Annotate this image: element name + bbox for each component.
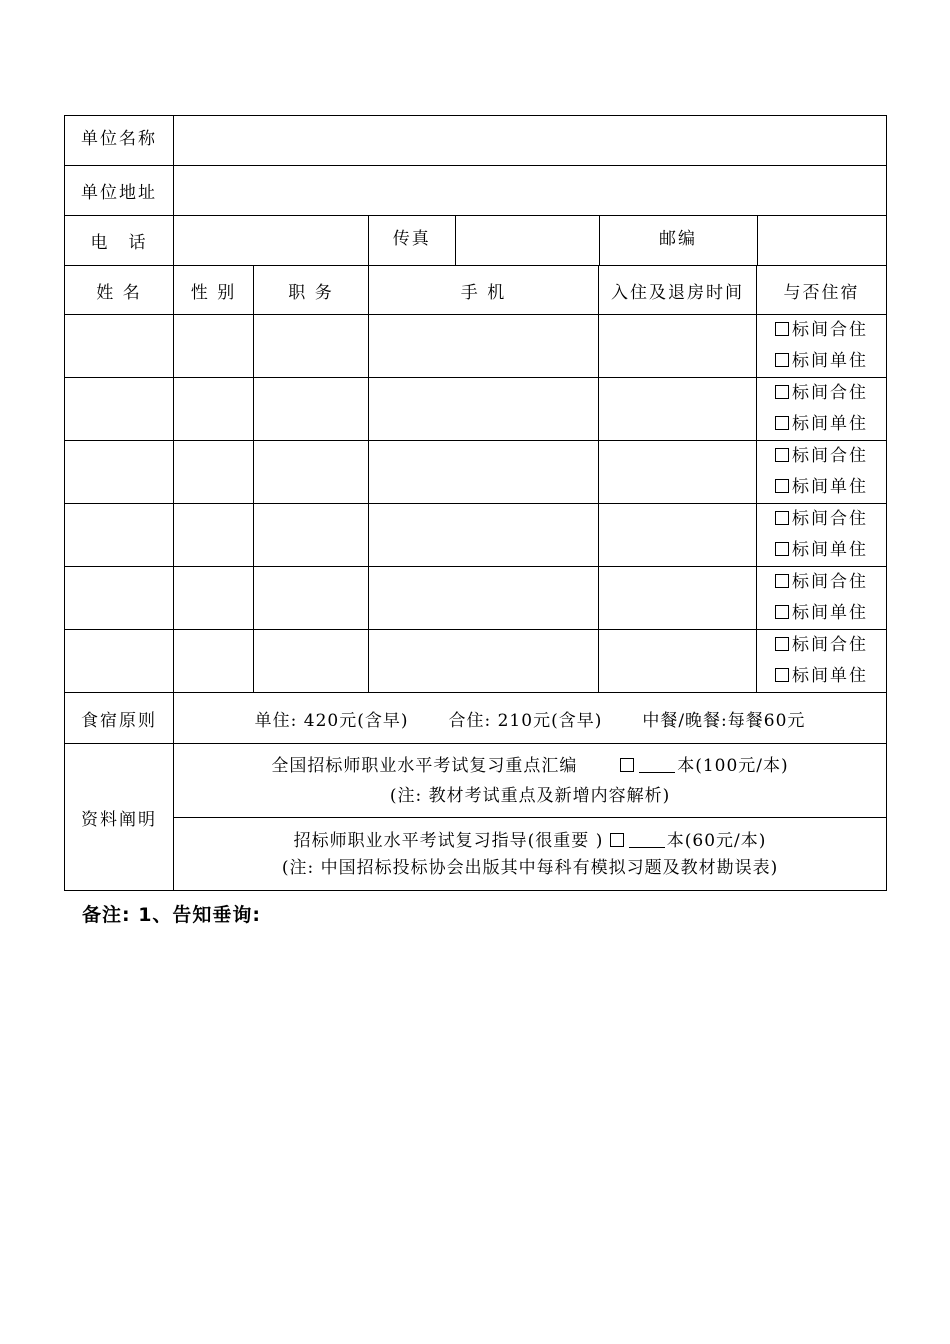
option-label: 标间单住 [792,603,869,623]
checkbox[interactable] [775,574,789,588]
checkbox[interactable] [775,385,789,399]
checkbox[interactable] [775,448,789,462]
mobile-field[interactable] [369,378,599,441]
lodging-options [757,441,887,504]
name-field[interactable] [65,378,174,441]
gender-field[interactable] [174,441,254,504]
material-item-1 [174,744,887,818]
lodging-options [757,504,887,567]
position-field[interactable] [254,630,369,693]
option-label: 标间合住 [792,572,869,592]
participant-row [65,378,887,441]
mobile-field[interactable] [369,567,599,630]
single-room-price: 单住: 420元(含早) [254,710,409,731]
unit-name-row [65,116,887,166]
option-label: 标间单住 [792,414,869,434]
col-position-header: 职 务 [254,266,369,315]
lodging-options [757,630,887,693]
unit-name-field[interactable] [174,116,887,166]
postcode-field[interactable] [757,216,887,265]
unit-name-label: 单位名称 [65,116,174,166]
meal-policy-row [65,693,887,744]
option-shared-room[interactable] [757,441,886,472]
checkin-field[interactable] [599,378,757,441]
registration-form-table [64,115,887,891]
col-mobile-header: 手 机 [369,266,599,315]
checkbox[interactable] [775,479,789,493]
material-2-checkbox[interactable] [610,833,624,847]
checkin-field[interactable] [599,504,757,567]
material-2-title: 招标师职业水平考试复习指导(很重要 ) [293,831,604,851]
position-field[interactable] [254,441,369,504]
col-gender-header: 性 别 [174,266,254,315]
participant-row [65,567,887,630]
fax-postcode-subtable [369,216,887,265]
meal-price: 中餐/晚餐:每餐60元 [642,710,806,731]
checkin-field[interactable] [599,567,757,630]
option-single-room[interactable] [757,346,886,377]
checkbox[interactable] [775,668,789,682]
checkin-field[interactable] [599,315,757,378]
option-label: 标间合住 [792,635,869,655]
position-field[interactable] [254,567,369,630]
materials-row-2 [65,818,887,891]
material-item-2 [174,818,887,891]
option-single-room[interactable] [757,409,886,440]
participant-row [65,315,887,378]
phone-field[interactable] [174,216,369,266]
option-single-room[interactable] [757,661,886,692]
material-1-title: 全国招标师职业水平考试复习重点汇编 [271,755,578,776]
fax-postcode-cell [369,216,887,266]
lodging-options [757,567,887,630]
shared-room-price: 合住: 210元(含早) [448,710,603,731]
col-lodging-header: 与否住宿 [757,266,887,315]
option-label: 标间单住 [792,477,869,497]
postcode-label: 邮编 [599,216,757,265]
phone-label: 电 话 [65,216,174,266]
lodging-options [757,315,887,378]
meal-policy-label: 食宿原则 [65,693,174,744]
unit-address-row [65,166,887,216]
option-label: 标间合住 [792,320,869,340]
option-shared-room[interactable] [757,504,886,535]
option-label: 标间合住 [792,383,869,403]
participant-row [65,630,887,693]
option-shared-room[interactable] [757,378,886,409]
lodging-options [757,378,887,441]
material-1-note: (注: 教材考试重点及新增内容解析) [389,785,671,806]
option-label: 标间合住 [792,446,869,466]
unit-address-label: 单位地址 [65,166,174,216]
checkin-field[interactable] [599,441,757,504]
material-1-quantity-blank[interactable] [639,758,675,773]
checkbox[interactable] [775,416,789,430]
position-field[interactable] [254,504,369,567]
mobile-field[interactable] [369,504,599,567]
contact-row [65,216,887,266]
mobile-field[interactable] [369,441,599,504]
option-single-room[interactable] [757,598,886,629]
checkbox[interactable] [775,353,789,367]
option-shared-room[interactable] [757,630,886,661]
col-name-header: 姓 名 [65,266,174,315]
option-single-room[interactable] [757,535,886,566]
option-shared-room[interactable] [757,315,886,346]
material-2-note: (注: 中国招标投标协会出版其中每科有模拟习题及教材勘误表) [281,858,779,878]
gender-field[interactable] [174,504,254,567]
material-2-quantity-blank[interactable] [629,833,665,848]
position-field[interactable] [254,315,369,378]
mobile-field[interactable] [369,630,599,693]
checkbox[interactable] [775,605,789,619]
option-label: 标间单住 [792,666,869,686]
material-1-price: 本(100元/本) [677,755,789,776]
checkbox[interactable] [775,637,789,651]
option-label: 标间单住 [792,540,869,560]
gender-field[interactable] [174,567,254,630]
gender-field[interactable] [174,630,254,693]
position-field[interactable] [254,378,369,441]
participant-row [65,504,887,567]
name-field[interactable] [65,567,174,630]
materials-label: 资料阐明 [65,744,174,891]
meal-policy-text [174,693,887,744]
option-single-room[interactable] [757,472,886,503]
remark-text: 备注: 1、告知垂询: [82,904,262,926]
checkbox[interactable] [775,322,789,336]
option-label: 标间合住 [792,509,869,529]
option-shared-room[interactable] [757,567,886,598]
name-field[interactable] [65,315,174,378]
gender-field[interactable] [174,378,254,441]
material-1-checkbox[interactable] [620,758,634,772]
fax-label: 传真 [369,216,455,265]
option-label: 标间单住 [792,351,869,371]
checkbox[interactable] [775,511,789,525]
name-field[interactable] [65,441,174,504]
participant-row [65,441,887,504]
participant-header-row [65,266,887,315]
checkbox[interactable] [775,542,789,556]
materials-row-1 [65,744,887,818]
fax-field[interactable] [455,216,599,265]
material-2-price: 本(60元/本) [666,831,767,851]
name-field[interactable] [65,630,174,693]
col-checkin-header: 入住及退房时间 [599,266,757,315]
unit-address-field[interactable] [174,166,887,216]
checkin-field[interactable] [599,630,757,693]
name-field[interactable] [65,504,174,567]
gender-field[interactable] [174,315,254,378]
mobile-field[interactable] [369,315,599,378]
